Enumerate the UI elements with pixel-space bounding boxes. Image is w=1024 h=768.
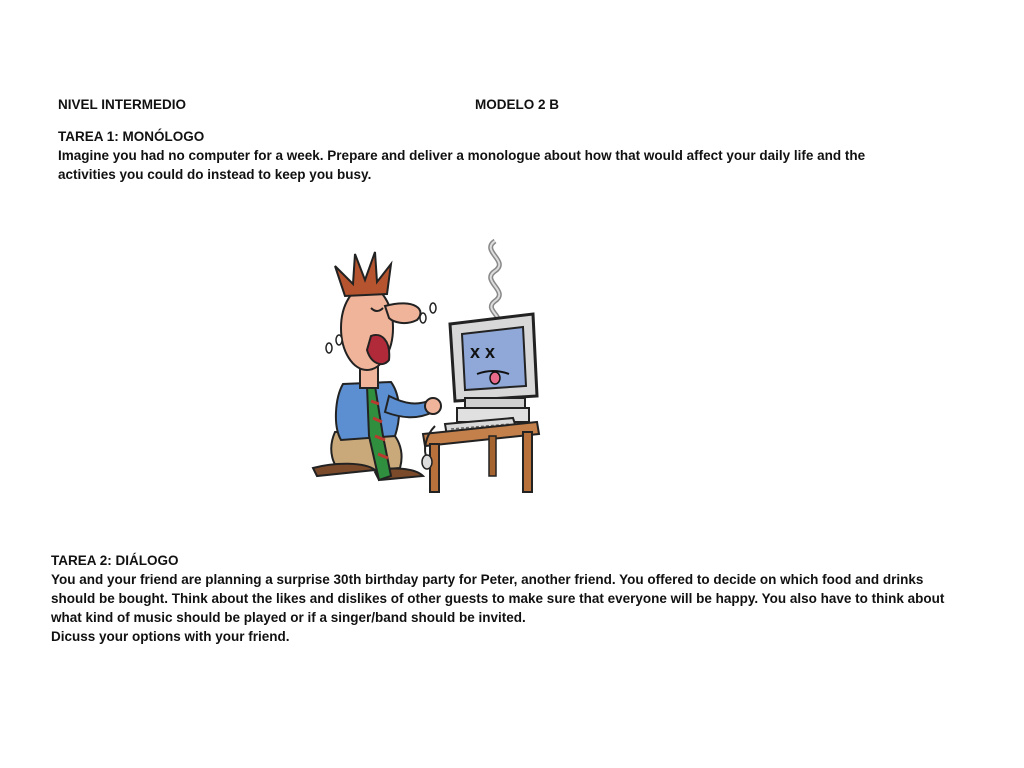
model-label: MODELO 2 B <box>475 97 560 112</box>
level-label: NIVEL INTERMEDIO <box>58 97 187 112</box>
table-icon <box>423 422 539 492</box>
task2-closing: Dicuss your options with your friend. <box>51 629 290 644</box>
monitor-icon <box>450 314 537 422</box>
frustrated-man-broken-computer-icon <box>305 236 550 498</box>
task1-title: TAREA 1: MONÓLOGO <box>58 129 205 144</box>
man-icon <box>313 252 441 480</box>
task2-body: You and your friend are planning a surprise 30th birthday party for Peter, another friend. You offered to decide on which food and drinks should be bought. Think about the likes and dislikes of other guests to make sure that everyone will be happy. You also have to think about what kind of music should be played or if a singer/band should be invited. <box>51 572 945 625</box>
task2-section <box>51 551 971 646</box>
svg-text:x x: x x <box>470 342 496 362</box>
task2-title: TAREA 2: DIÁLOGO <box>51 553 179 568</box>
task1-section <box>58 127 918 184</box>
task1-body: Imagine you had no computer for a week. Prepare and deliver a monologue about how that would affect your daily life and the activities you could do instead to keep you busy. <box>58 148 866 182</box>
